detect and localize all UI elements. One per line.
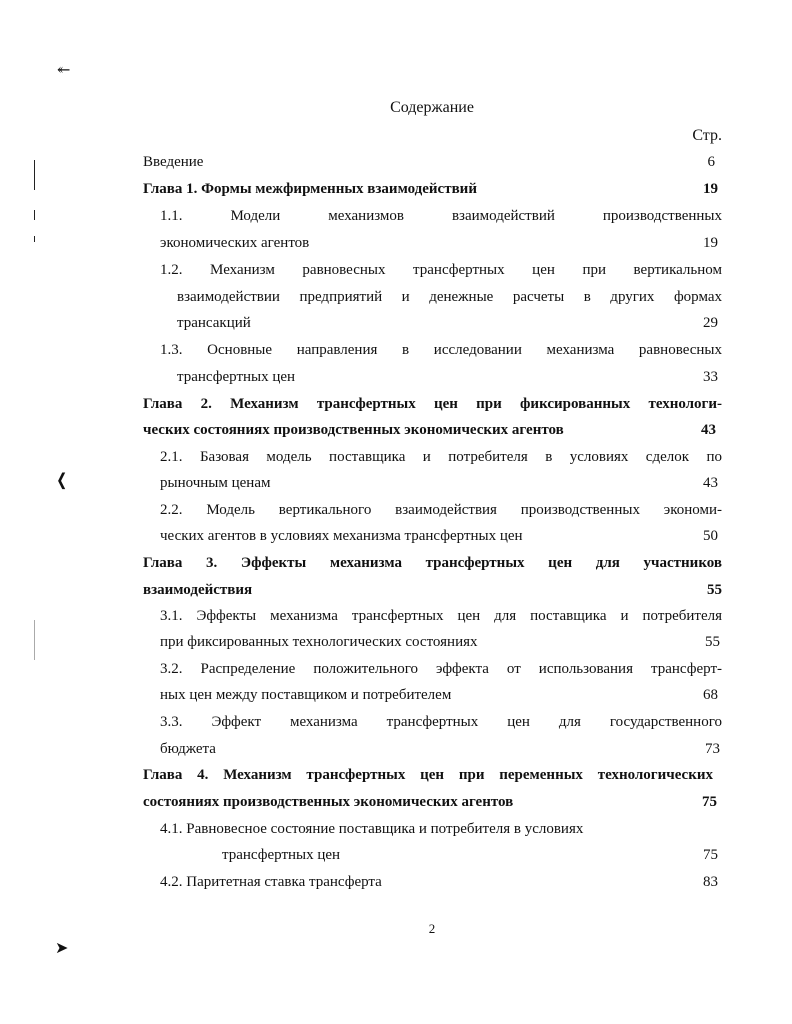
toc-page-number: 29: [703, 315, 718, 331]
toc-page-number: 75: [703, 847, 718, 863]
toc-section-3-3: 3.3. Эффект механизма трансфертных цен для государственного: [160, 714, 722, 730]
toc-section-1-2: 1.2. Механизм равновесных трансфертных цен при вертикальном: [160, 262, 722, 278]
toc-page-number: 19: [703, 181, 718, 197]
toc-section-1-2-cont: взаимодействии предприятий и денежные расчеты в других формах: [177, 289, 722, 305]
toc-section-2-1: 2.1. Базовая модель поставщика и потребителя в условиях сделок по: [160, 449, 722, 465]
toc-section-4-1: 4.1. Равновесное состояние поставщика и потребителя в условиях: [160, 821, 584, 837]
scan-edge-line: [34, 210, 35, 220]
toc-section-1-3-cont: трансфертных цен: [177, 369, 296, 385]
toc-chapter-4-cont: состояниях производственных экономических агентов: [143, 794, 514, 810]
toc-page-number: 55: [707, 582, 722, 598]
toc-section-4-2: 4.2. Паритетная ставка трансферта: [160, 874, 382, 890]
toc-chapter-4: Глава 4. Механизм трансфертных цен при переменных технологических: [143, 767, 713, 783]
toc-section-1-1: 1.1. Модели механизмов взаимодействий производственных: [160, 208, 722, 224]
toc-page-number: 75: [702, 794, 717, 810]
toc-section-3-1-cont: при фиксированных технологических состояниях: [160, 634, 478, 650]
toc-section-1-1-cont: экономических агентов: [160, 235, 310, 251]
scan-edge-line: [34, 236, 35, 242]
toc-section-3-2-cont: ных цен между поставщиком и потребителем: [160, 687, 452, 703]
toc-section-2-2: 2.2. Модель вертикального взаимодействия производственных экономи-: [160, 502, 722, 518]
scan-mark-middle: ❬: [55, 472, 69, 489]
toc-page-number: 73: [705, 741, 720, 757]
toc-page-number: 19: [703, 235, 718, 251]
page-number: 2: [428, 921, 436, 936]
toc-chapter-2: Глава 2. Механизм трансфертных цен при фиксированных технологи-: [143, 396, 722, 412]
toc-section-2-1-cont: рыночным ценам: [160, 475, 271, 491]
toc-page-number: 43: [703, 475, 718, 491]
toc-page-number: 50: [703, 528, 718, 544]
toc-section-3-1: 3.1. Эффекты механизма трансфертных цен для поставщика и потребителя: [160, 608, 722, 624]
toc-page-number: 6: [707, 154, 715, 170]
toc-chapter-1: Глава 1. Формы межфирменных взаимодействий: [143, 181, 477, 197]
toc-page-number: 55: [705, 634, 720, 650]
page-column-header: Стр.: [692, 127, 722, 144]
page-title: Содержание: [390, 99, 474, 116]
toc-page-number: 68: [703, 687, 718, 703]
scan-edge-line: [34, 160, 35, 190]
toc-page-number: 33: [703, 369, 718, 385]
toc-section-2-2-cont: ческих агентов в условиях механизма трансфертных цен: [160, 528, 523, 544]
toc-section-3-2: 3.2. Распределение положительного эффекта от использования трансферт-: [160, 661, 722, 677]
scan-mark-bottom: ➤: [55, 940, 69, 957]
toc-section-4-1-cont: трансфертных цен: [222, 847, 341, 863]
toc-chapter-3: Глава 3. Эффекты механизма трансфертных цен для участников: [143, 555, 722, 571]
scan-edge-line: [34, 620, 35, 660]
toc-page-number: 43: [701, 422, 716, 438]
toc-section-1-2-cont: трансакций: [177, 315, 251, 331]
toc-entry-intro: Введение: [143, 154, 204, 170]
scan-mark-top: ↞: [57, 62, 71, 79]
toc-chapter-2-cont: ческих состояниях производственных экономических агентов: [143, 422, 564, 438]
toc-section-3-3-cont: бюджета: [160, 741, 216, 757]
toc-chapter-3-cont: взаимодействия: [143, 582, 253, 598]
toc-page-number: 83: [703, 874, 718, 890]
toc-section-1-3: 1.3. Основные направления в исследовании механизма равновесных: [160, 342, 722, 358]
